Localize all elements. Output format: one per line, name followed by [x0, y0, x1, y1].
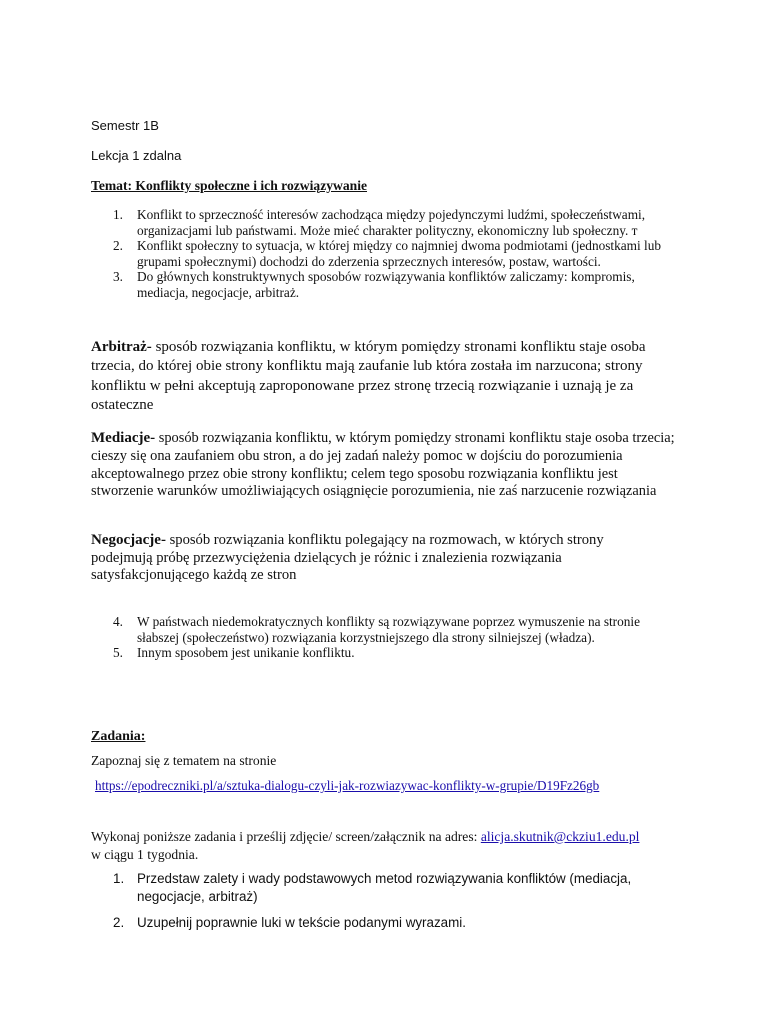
tasks-intro: Zapoznaj się z tematem na stronie	[91, 753, 277, 768]
definition-term: Mediacje-	[91, 430, 156, 446]
semester-label: Semestr 1B	[91, 118, 159, 133]
list-item	[91, 614, 676, 645]
deadline-text: w ciągu 1 tygodnia.	[91, 847, 199, 862]
list-text: W państwach niedemokratycznych konflikty są rozwiązywane poprzez wymuszenie na stronie słabszej (społeczeństwo) rozwiązania korzystniejszego dla strony silniejszej (władza).	[137, 614, 641, 645]
list-number: 4.	[113, 614, 123, 629]
topic-heading: Temat: Konflikty społeczne i ich rozwiązywanie	[91, 178, 368, 193]
list-number: 1.	[113, 207, 123, 222]
list-item	[91, 645, 676, 661]
intro-list	[91, 207, 673, 301]
list-item	[91, 269, 673, 300]
list-text: Konflikt to sprzeczność interesów zachodząca między pojedynczymi ludźmi, społeczeństwami, organizacjami lub państwami. Może mieć charakter polityczny, ekonomiczny lub społeczny. т	[137, 207, 646, 238]
task-item	[91, 914, 676, 932]
definition-term: Arbitraż-	[91, 339, 152, 355]
task-item	[91, 870, 676, 905]
email-link[interactable]: alicja.skutnik@ckziu1.edu.pl	[480, 829, 640, 844]
epodreczniki-link[interactable]: https://epodreczniki.pl/a/sztuka-dialogu-czyli-jak-rozwiazywac-konflikty-w-grupie/D19Fz26gb	[95, 778, 600, 793]
list-text: Do głównych konstruktywnych sposobów rozwiązywania konfliktów zaliczamy: kompromis, mediacja, negocjacje, arbitraż.	[137, 269, 635, 300]
definition-text: sposób rozwiązania konfliktu, w którym pomiędzy stronami konfliktu staje osoba trzecia; cieszy się ona zaufaniem obu stron, a do jej zadań należy pomoc w dojściu do porozumienia akceptowalnego przez obie strony konfliktu; celem tego sposobu rozwiązania konfliktu jest stworzenie warunków umożliwiających osiągnięcie porozumienia, nie zaś narzucenie rozwiązania	[91, 430, 675, 500]
task-list	[91, 870, 676, 932]
definition-text: sposób rozwiązania konfliktu polegający na rozmowach, w których strony podejmują próbę przezwyciężenia dzielących je różnic i znalezienia rozwiązania satysfakcjonującego każdą ze stron	[91, 532, 604, 583]
list-number: 3.	[113, 269, 123, 285]
send-text: Wykonaj poniższe zadania i prześlij zdjęcie/ screen/załącznik na adres:	[91, 829, 481, 844]
list-text: Innym sposobem jest unikanie konfliktu.	[137, 645, 355, 661]
list-number: 5.	[113, 645, 123, 661]
list-item	[91, 207, 673, 238]
extra-list	[91, 614, 676, 661]
tasks-heading: Zadania:	[91, 729, 146, 744]
task-text: Przedstaw zalety i wady podstawowych metod rozwiązywania konfliktów (mediacja, negocjacje, arbitraż)	[137, 871, 632, 904]
task-text: Uzupełnij poprawnie luki w tekście podanymi wyrazami.	[137, 915, 466, 930]
list-text: Konflikt społeczny to sytuacja, w której między co najmniej dwoma podmiotami (jednostkami lub grupami społecznymi) dochodzi do zderzenia sprzecznych interesów, postaw, wartości.	[137, 238, 662, 269]
definition-text: sposób rozwiązania konfliktu, w którym pomiędzy stronami konfliktu staje osoba trzecia, do której obie strony konfliktu mają zaufanie lub która została im narzucona; strony konfliktu w pełni akceptują zaproponowane przez stronę trzecią rozwiązanie i uznają je za ostateczne	[91, 339, 646, 414]
send-instructions	[91, 828, 691, 864]
definition-arbitraz	[91, 338, 677, 416]
definition-negocjacje	[91, 532, 651, 585]
list-number: 2.	[113, 238, 123, 254]
definition-mediacje	[91, 430, 677, 501]
lesson-label: Lekcja 1 zdalna	[91, 148, 182, 163]
list-item	[91, 238, 673, 269]
task-number: 2.	[113, 915, 125, 930]
definition-term: Negocjacje-	[91, 532, 166, 548]
task-number: 1.	[113, 871, 125, 886]
